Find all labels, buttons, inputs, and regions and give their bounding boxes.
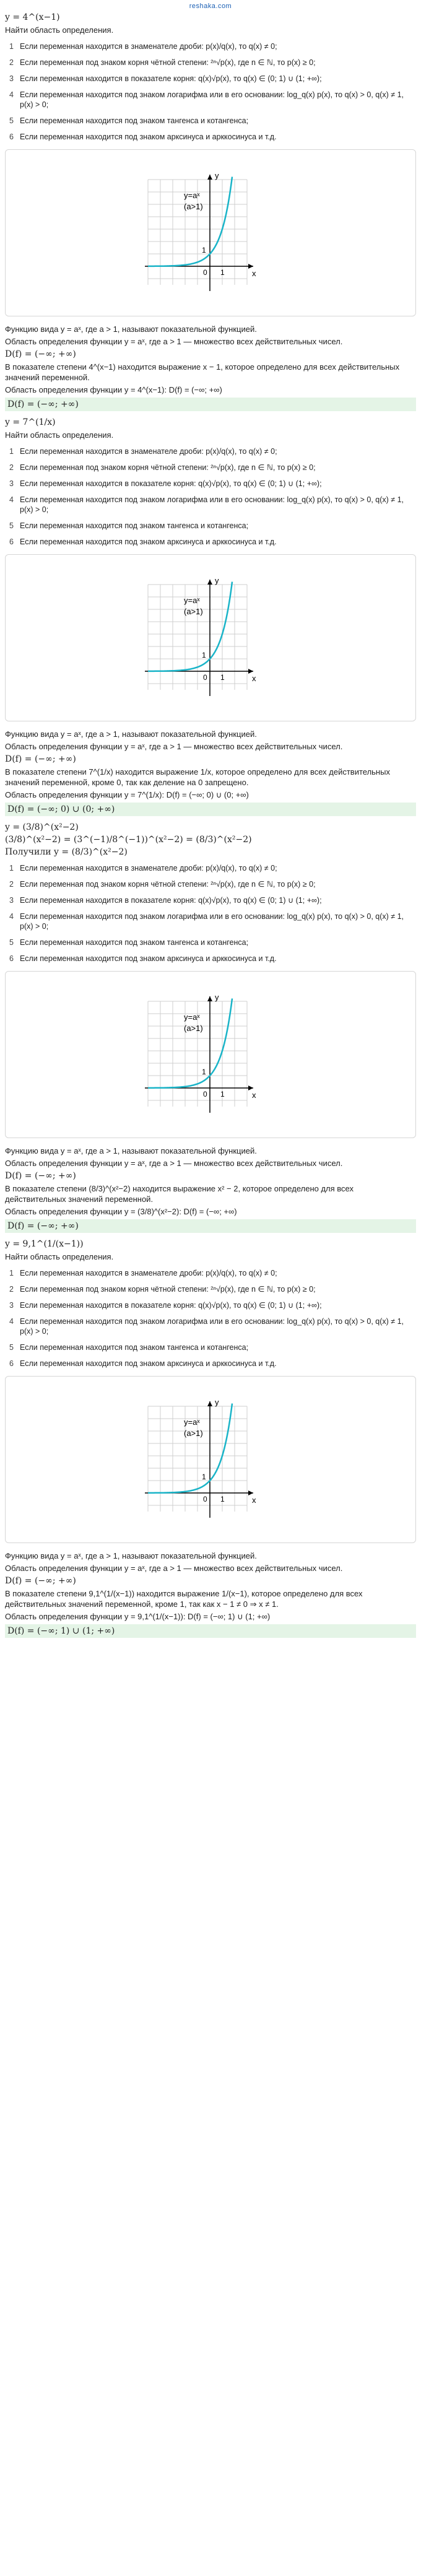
tick-label-x1: 1 [220,673,225,682]
steps-list [5,863,416,964]
problem-task: Найти область определения. [5,1252,114,1261]
answer-box: D(f) = (−∞; +∞) [5,1219,416,1233]
step-item: 4 Если переменная находится под знаком логарифма или в его основании: log_q(x) p(x), то q(x) > 0, q(x) ≠ 1, p(x) > 0; [9,912,404,931]
steps-list [5,1268,416,1368]
problem-function: y = (3/8)^(x²−2) [5,822,79,832]
explain-1: Функцию вида y = aˣ, где a > 1, называют показательной функцией. [5,324,257,334]
step-item: 2 Если переменная под знаком корня чётной степени: ²ⁿ√p(x), где n ∈ ℕ, то p(x) ≥ 0; [9,463,316,472]
y-axis-arrow-icon [207,175,212,180]
domain-general: D(f) = (−∞; +∞) [5,1576,76,1586]
step-item: 1 Если переменная находится в знаменателе дроби: p(x)/q(x), то q(x) ≠ 0; [9,1269,277,1277]
tick-label-x1: 1 [220,1090,225,1099]
domain-general: D(f) = (−∞; +∞) [5,1171,76,1181]
tick-label-y1: 1 [202,1068,206,1076]
explain-2: Область определения функции y = aˣ, где a > 1 — множество всех действительных чисел. [5,1159,343,1168]
reason: В показателе степени 4^(x−1) находится выражение x − 1, которое определено для всех действительных значений переменной. [5,362,400,382]
x-axis-arrow-icon [248,669,253,674]
problem-extra: Получили y = (8/3)^(x²−2) [5,847,128,857]
y-axis-arrow-icon [207,580,212,585]
problem-function: y = 4^(x−1) [5,12,60,22]
conclusion: Область определения функции y = 7^(1/x): D(f) = (−∞; 0) ∪ (0; +∞) [5,790,249,799]
tick-label-origin: 0 [203,673,207,682]
steps-list [5,446,416,547]
x-axis-label: x [252,1495,256,1505]
step-item: 2 Если переменная под знаком корня чётной степени: ²ⁿ√p(x), где n ∈ ℕ, то p(x) ≥ 0; [9,880,316,889]
step-item: 1 Если переменная находится в знаменателе дроби: p(x)/q(x), то q(x) ≠ 0; [9,42,277,51]
step-item: 5 Если переменная находится под знаком тангенса и котангенса; [9,521,249,530]
exponential-graph [123,989,309,1131]
steps-list [5,41,416,142]
x-axis-label: x [252,269,256,278]
step-item: 1 Если переменная находится в знаменателе дроби: p(x)/q(x), то q(x) ≠ 0; [9,447,277,456]
problem-task: Найти область определения. [5,430,114,440]
x-axis-arrow-icon [248,1086,253,1090]
domain-general: D(f) = (−∞; +∞) [5,349,76,359]
step-item: 5 Если переменная находится под знаком тангенса и котангенса; [9,116,249,125]
graph-card [5,971,416,1138]
problem-3 [5,822,416,1233]
problem-2 [5,417,416,816]
step-item: 6 Если переменная находится под знаком арксинуса и арккосинуса и т.д. [9,133,277,141]
problem-task: Найти область определения. [5,25,114,35]
tick-label-x1: 1 [220,1495,225,1503]
step-item: 5 Если переменная находится под знаком тангенса и котангенса; [9,1343,249,1352]
problem-function: y = 7^(1/x) [5,417,56,427]
graph-label-condition: (a>1) [184,1024,203,1033]
step-item: 2 Если переменная под знаком корня чётной степени: ²ⁿ√p(x), где n ∈ ℕ, то p(x) ≥ 0; [9,1285,316,1294]
step-item: 6 Если переменная находится под знаком арксинуса и арккосинуса и т.д. [9,1359,277,1368]
problem-4 [5,1239,416,1638]
step-item: 3 Если переменная находится в показателе корня: q(x)√p(x), то q(x) ∈ (0; 1) ∪ (1; +∞); [9,896,322,905]
step-item: 3 Если переменная находится в показателе корня: q(x)√p(x), то q(x) ∈ (0; 1) ∪ (1; +∞); [9,479,322,488]
problem-transform: (3/8)^(x²−2) = (3^(−1)/8^(−1))^(x²−2) = (8/3)^(x²−2) [5,835,252,845]
reason: В показателе степени 7^(1/x) находится выражение 1/x, которое определено для всех действительных значений переменной, кроме 0, так как деление на 0 запрещено. [5,767,390,787]
graph-card [5,554,416,721]
exponential-graph [123,572,309,715]
tick-label-y1: 1 [202,1473,206,1481]
step-item: 4 Если переменная находится под знаком логарифма или в его основании: log_q(x) p(x), то q(x) > 0, q(x) ≠ 1, p(x) > 0; [9,1317,404,1336]
graph-label-formula: y=aˣ [184,596,200,605]
tick-label-y1: 1 [202,651,206,659]
step-item: 6 Если переменная находится под знаком арксинуса и арккосинуса и т.д. [9,537,277,546]
graph-label-formula: y=aˣ [184,1417,200,1427]
graph-label-formula: y=aˣ [184,1012,200,1022]
tick-label-origin: 0 [203,1495,207,1503]
x-axis-arrow-icon [248,264,253,269]
x-axis-arrow-icon [248,1490,253,1495]
explain-2: Область определения функции y = aˣ, где a > 1 — множество всех действительных чисел. [5,337,343,346]
answer-box: D(f) = (−∞; 1) ∪ (1; +∞) [5,1624,416,1638]
graph-label-condition: (a>1) [184,1429,203,1438]
reason: В показателе степени 9,1^(1/(x−1)) находится выражение 1/(x−1), которое определено для всех действительных значений переменной, кроме 1, так как x − 1 ≠ 0 ⇒ x ≠ 1. [5,1589,363,1609]
graph-card [5,149,416,316]
conclusion: Область определения функции y = 4^(x−1): D(f) = (−∞; +∞) [5,385,222,394]
graph-label-condition: (a>1) [184,607,203,616]
y-axis-label: y [215,1398,219,1407]
site-header-link[interactable]: reshaka.com [189,2,232,10]
y-axis-label: y [215,576,219,585]
problem-function: y = 9,1^(1/(x−1)) [5,1239,84,1249]
step-item: 6 Если переменная находится под знаком арксинуса и арккосинуса и т.д. [9,954,277,963]
step-item: 3 Если переменная находится в показателе корня: q(x)√p(x), то q(x) ∈ (0; 1) ∪ (1; +∞); [9,1301,322,1310]
graph-label-formula: y=aˣ [184,191,200,200]
x-axis-label: x [252,674,256,683]
tick-label-origin: 0 [203,268,207,277]
y-axis-label: y [215,993,219,1002]
problem-1 [5,12,416,411]
tick-label-origin: 0 [203,1090,207,1099]
step-item: 4 Если переменная находится под знаком логарифма или в его основании: log_q(x) p(x), то q(x) > 0, q(x) ≠ 1, p(x) > 0; [9,495,404,514]
step-item: 2 Если переменная под знаком корня чётной степени: ²ⁿ√p(x), где n ∈ ℕ, то p(x) ≥ 0; [9,58,316,67]
conclusion: Область определения функции y = (3/8)^(x²−2): D(f) = (−∞; +∞) [5,1207,237,1216]
conclusion: Область определения функции y = 9,1^(1/(x−1)): D(f) = (−∞; 1) ∪ (1; +∞) [5,1612,271,1621]
step-item: 1 Если переменная находится в знаменателе дроби: p(x)/q(x), то q(x) ≠ 0; [9,864,277,872]
y-axis-arrow-icon [207,1401,212,1406]
exponential-graph [123,1394,309,1536]
explain-1: Функцию вида y = aˣ, где a > 1, называют показательной функцией. [5,729,257,739]
x-axis-label: x [252,1090,256,1100]
explain-1: Функцию вида y = aˣ, где a > 1, называют показательной функцией. [5,1146,257,1155]
tick-label-y1: 1 [202,246,206,255]
explain-1: Функцию вида y = aˣ, где a > 1, называют показательной функцией. [5,1551,257,1560]
exponential-graph [123,167,309,310]
answer-box: D(f) = (−∞; 0) ∪ (0; +∞) [5,803,416,816]
domain-general: D(f) = (−∞; +∞) [5,754,76,764]
answer-box: D(f) = (−∞; +∞) [5,398,416,411]
graph-label-condition: (a>1) [184,202,203,211]
y-axis-label: y [215,171,219,180]
reason: В показателе степени (8/3)^(x²−2) находится выражение x² − 2, которое определено для всех действительных значений переменной. [5,1184,354,1204]
explain-2: Область определения функции y = aˣ, где a > 1 — множество всех действительных чисел. [5,742,343,751]
step-item: 5 Если переменная находится под знаком тангенса и котангенса; [9,938,249,947]
y-axis-arrow-icon [207,996,212,1001]
explain-2: Область определения функции y = aˣ, где a > 1 — множество всех действительных чисел. [5,1564,343,1573]
tick-label-x1: 1 [220,268,225,277]
step-item: 3 Если переменная находится в показателе корня: q(x)√p(x), то q(x) ∈ (0; 1) ∪ (1; +∞); [9,74,322,83]
graph-card [5,1376,416,1543]
step-item: 4 Если переменная находится под знаком логарифма или в его основании: log_q(x) p(x), то q(x) > 0, q(x) ≠ 1, p(x) > 0; [9,90,404,109]
